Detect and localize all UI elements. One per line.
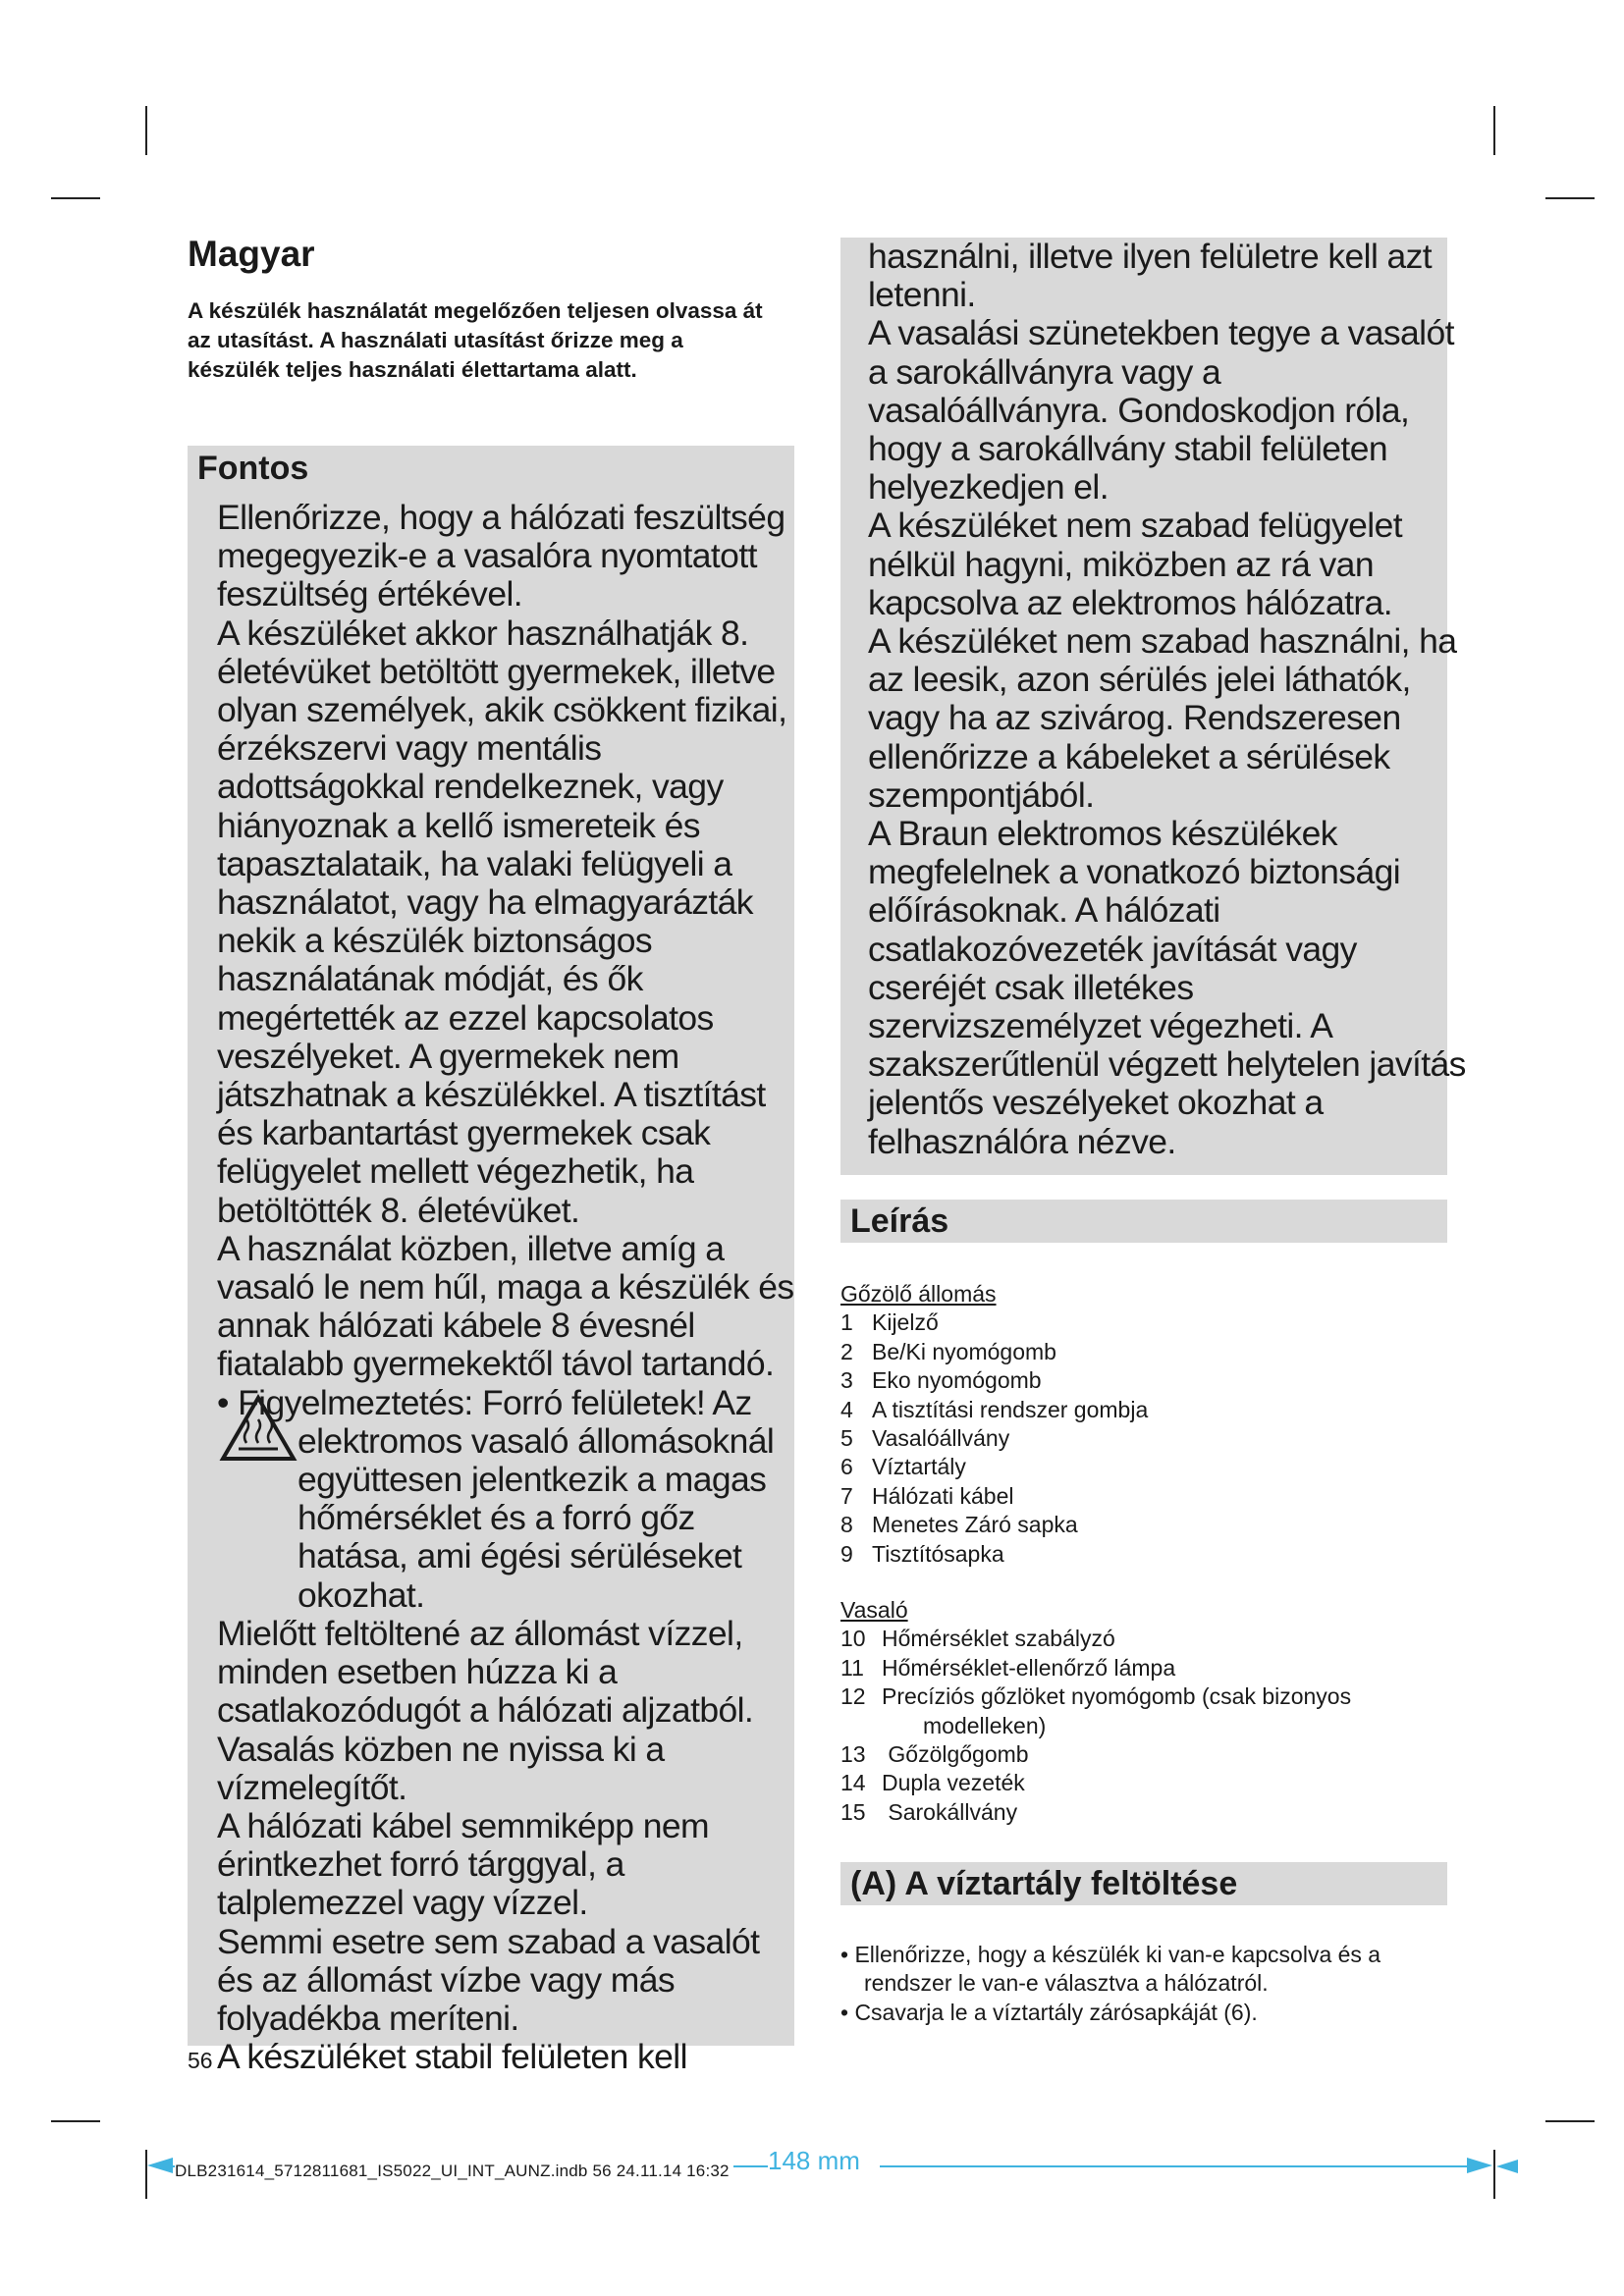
important-paragraph: A vasalási szünetekben tegye a vasalót a sarokállványra vagy a vasalóállványra. Gondoskodjon róla, hogy a sarokállvány stabil felületen helyezkedjen el. [868, 313, 1454, 507]
station-label: Gőzölő állomás [840, 1281, 997, 1307]
important-paragraph: A készüléket stabil felületen kell [217, 2037, 687, 2077]
filling-steps [840, 1941, 1449, 2027]
important-box-right [840, 237, 1466, 1175]
important-text-left [217, 499, 796, 2076]
crop-mark-left-top [51, 197, 100, 199]
list-item: 4 A tisztítási rendszer gombja [840, 1396, 1149, 1422]
important-paragraph: A készüléket akkor használhatják 8. életévüket betöltött gyermekek, illetve olyan személyek, akik csökkent fizikai, érzékszervi vagy mentális adottságokkal rendelkeznek, vagy hiányoznak a kellő ismereteik és tapasztalataik, ha valaki felügyeli a használatot, vagy ha elmagyarázták nekik a készülék biztonságos használatának módját, és ők megértették az ezzel kapcsolatos veszélyeket. A gyermekek nem játszhatnak a készülékkel. A tisztítást és karbantartást gyermekek csak felügyelet mellett végezhetik, ha betöltötték 8. életévüket. [217, 613, 787, 1230]
description-heading: Leírás [850, 1202, 949, 1240]
important-paragraph: használni, illetve ilyen felületre kell azt letenni. [868, 237, 1433, 315]
list-item: 8 Menetes Záró sapka [840, 1512, 1078, 1538]
list-item: 13 Gőzölgőgomb [840, 1741, 1029, 1768]
description-heading-bar [840, 1200, 1447, 1243]
important-paragraph: A készüléket nem szabad felügyelet nélkül hagyni, miközben az rá van kapcsolva az elektromos hálózatra. [868, 506, 1402, 622]
list-item: 7 Hálózati kábel [840, 1482, 1014, 1509]
iron-parts-list [840, 1596, 1351, 1827]
list-item: 3 Eko nyomógomb [840, 1367, 1042, 1394]
hot-surface-warning [217, 1384, 796, 1615]
list-item: 12 Precíziós gőzlöket nyomógomb (csak bizonyos [840, 1683, 1352, 1710]
important-heading: Fontos [197, 450, 309, 487]
station-parts-list [840, 1280, 1148, 1569]
important-paragraph: Semmi esetre sem szabad a vasalót és az állomást vízbe vagy más folyadékba meríteni. [217, 1921, 760, 2038]
arrow-right-icon [1467, 2158, 1492, 2173]
important-text-right [868, 238, 1467, 1161]
list-item: 5 Vasalóállvány [840, 1425, 1010, 1452]
arrow-left-small-icon [1496, 2160, 1518, 2173]
important-paragraph: Ellenőrizze, hogy a hálózati feszültség megegyezik-e a vasalóra nyomtatott feszültség értékével. [217, 498, 785, 614]
list-item: • Ellenőrizze, hogy a készülék ki van-e kapcsolva és a rendszer le van-e választva a hálózatról. [840, 1942, 1381, 1997]
filling-heading: (A) A víztartály feltöltése [850, 1865, 1238, 1902]
intro-text: A készülék használatát megelőzően teljesen olvassa át az utasítást. A használati utasítást őrizze meg a készülék teljes használati élettartama alatt. [188, 298, 763, 382]
hot-surface-warning-icon [217, 1394, 298, 1463]
important-paragraph: Mielőtt feltöltené az állomást vízzel, minden esetben húzza ki a csatlakozódugót a hálózati aljzatból. [217, 1613, 754, 1731]
list-item: 15 Sarokállvány [840, 1798, 1018, 1825]
crop-mark-right-bottom [1545, 2120, 1595, 2122]
list-item: 11 Hőmérséklet-ellenőrző lámpa [840, 1654, 1176, 1681]
list-item: 10 Hőmérséklet szabályzó [840, 1626, 1115, 1652]
important-paragraph: Vasalás közben ne nyissa ki a vízmelegítőt. [217, 1729, 665, 1807]
important-paragraph: A használat közben, illetve amíg a vasaló le nem hűl, maga a készülék és annak hálózati kábele 8 évesnél fiatalabb gyermekektől távol tartandó. [217, 1228, 794, 1384]
crop-mark-top-left [145, 106, 147, 155]
file-info: DLB231614_5712811681_IS5022_UI_INT_AUNZ.indb 56 24.11.14 16:32 [175, 2162, 733, 2181]
measure-line-right [880, 2165, 1469, 2167]
list-item: • Csavarja le a víztartály zárósapkáját (6). [840, 1999, 1258, 2025]
measure-label: 148 mm [768, 2146, 860, 2175]
crop-mark-right-top [1545, 197, 1595, 199]
crop-mark-bottom-right [1493, 2150, 1495, 2199]
crop-mark-left-bottom [51, 2120, 100, 2122]
warning-text: • Figyelmeztetés: Forró felületek! Az elektromos vasaló állomásoknál együttesen jelentkezik a magas hőmérséklet és a forró gőz hatása, ami égési sérüléseket okozhat. [217, 1382, 775, 1615]
list-item: 14 Dupla vezeték [840, 1770, 1025, 1796]
list-item: 9 Tisztítósapka [840, 1540, 1004, 1567]
important-paragraph: A Braun elektromos készülékek megfelelnek a vonatkozó biztonsági előírásoknak. A hálózati csatlakozóvezeték javítását vagy cseréjét csak illetékes szervizszemélyzet végezheti. A szakszerűtlenül végzett helytelen javítás jelentős veszélyeket okozhat a felhasználóra nézve. [868, 814, 1466, 1161]
list-item: 2 Be/Ki nyomógomb [840, 1338, 1056, 1364]
filling-heading-bar [840, 1862, 1447, 1905]
page-title: Magyar [188, 234, 315, 274]
important-paragraph: A hálózati kábel semmiképp nem érintkezhet forró tárggyal, a talplemezzel vagy vízzel. [217, 1805, 709, 1923]
list-item: 1 Kijelző [840, 1309, 939, 1336]
page-number: 56 [188, 2048, 213, 2073]
iron-label: Vasaló [840, 1597, 908, 1623]
list-item: modelleken) [923, 1712, 1047, 1738]
important-paragraph: A készüléket nem szabad használni, ha az leesik, azon sérülés jelei láthatók, vagy ha az szivárog. Rendszeresen ellenőrizze a kábeleket a sérülések szempontjából. [868, 621, 1457, 815]
crop-mark-top-right [1493, 106, 1495, 155]
arrow-left-icon [147, 2158, 173, 2173]
list-item: 6 Víztartály [840, 1454, 966, 1480]
